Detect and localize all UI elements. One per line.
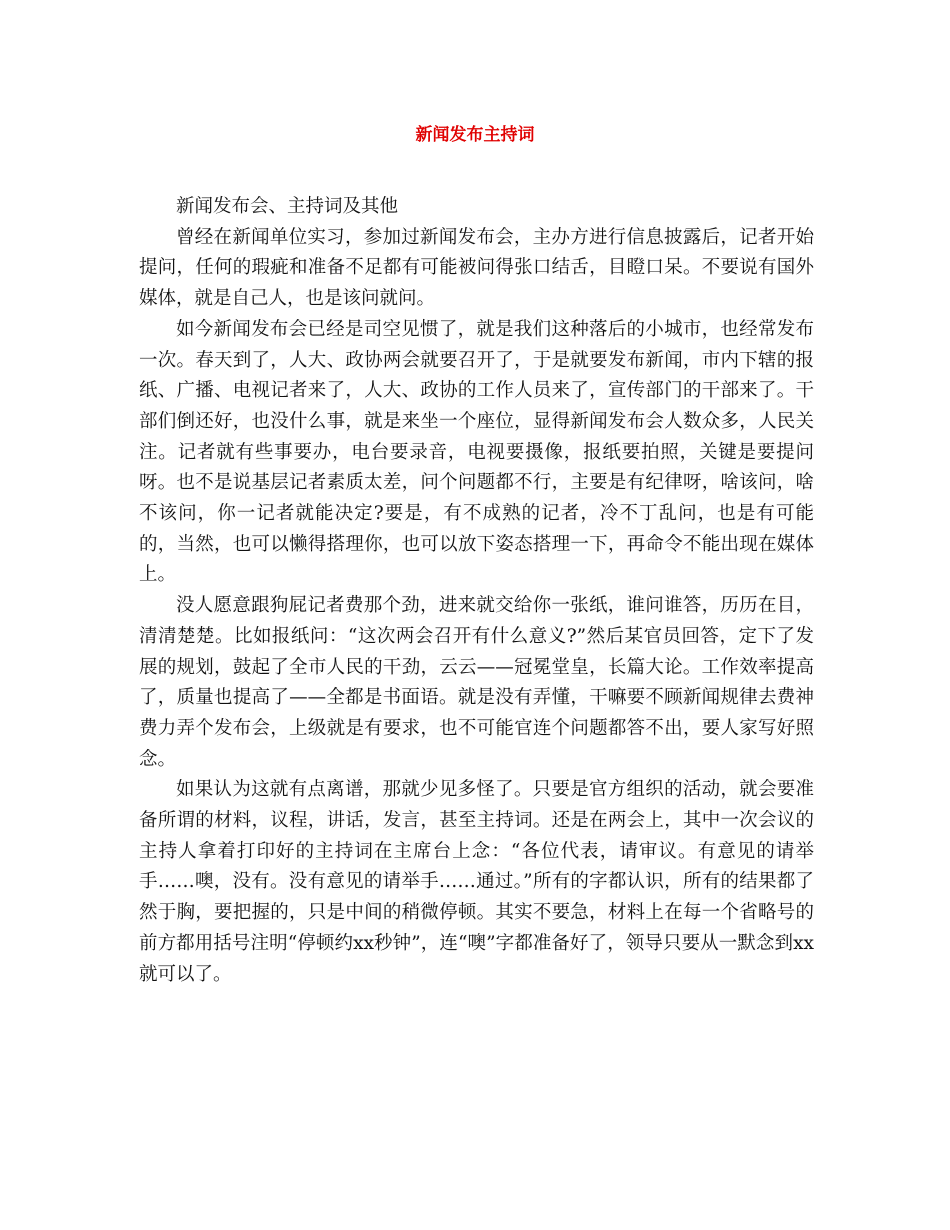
paragraph-2: 如今新闻发布会已经是司空见惯了，就是我们这种落后的小城市，也经常发布一次。春天到了，人大、政协两会就要召开了，于是就要发布新闻，市内下辖的报纸、广播、电视记者来了，人大、政协的工作人员来了，宣传部门的干部来了。干部们倒还好，也没什么事，就是来坐一个座位，显得新闻发布会人数众多，人民关注。记者就有些事要办，电台要录音，电视要摄像，报纸要拍照，关键是要提问呀。也不是说基层记者素质太差，问个问题都不行，主要是有纪律呀，啥该问，啥不该问，你一记者就能决定?要是，有不成熟的记者，冷不丁乱问，也是有可能的，当然，也可以懒得搭理你，也可以放下姿态搭理一下，再命令不能出现在媒体上。 — [139, 318, 814, 586]
document-body — [139, 192, 814, 990]
paragraph-1: 曾经在新闻单位实习，参加过新闻发布会，主办方进行信息披露后，记者开始提问，任何的瑕疵和准备不足都有可能被问得张口结舌，目瞪口呆。不要说有国外媒体，就是自己人，也是该问就问。 — [139, 226, 814, 310]
paragraph-subtitle: 新闻发布会、主持词及其他 — [176, 196, 399, 217]
paragraph-4: 如果认为这就有点离谱，那就少见多怪了。只要是官方组织的活动，就会要准备所谓的材料，议程，讲话，发言，甚至主持词。还是在两会上，其中一次会议的主持人拿着打印好的主持词在主席台上念：“各位代表，请审议。有意见的请举手……噢，没有。没有意见的请举手……通过。”所有的字都认识，所有的结果都了然于胸，要把握的，只是中间的稍微停顿。其实不要急，材料上在每一个省略号的前方都用括号注明“停顿约xx秒钟”，连“噢”字都准备好了，领导只要从一默念到xx就可以了。 — [139, 779, 814, 985]
document-title: 新闻发布主持词 — [415, 125, 535, 145]
paragraph-3: 没人愿意跟狗屁记者费那个劲，进来就交给你一张纸，谁问谁答，历历在目，清清楚楚。比如报纸问：“这次两会召开有什么意义?”然后某官员回答，定下了发展的规划，鼓起了全市人民的干劲，云云——冠冕堂皇，长篇大论。工作效率提高了，质量也提高了——全都是书面语。就是没有弄懂，干嘛要不顾新闻规律去费神费力弄个发布会，上级就是有要求，也不可能官连个问题都答不出，要人家写好照念。 — [139, 595, 814, 770]
